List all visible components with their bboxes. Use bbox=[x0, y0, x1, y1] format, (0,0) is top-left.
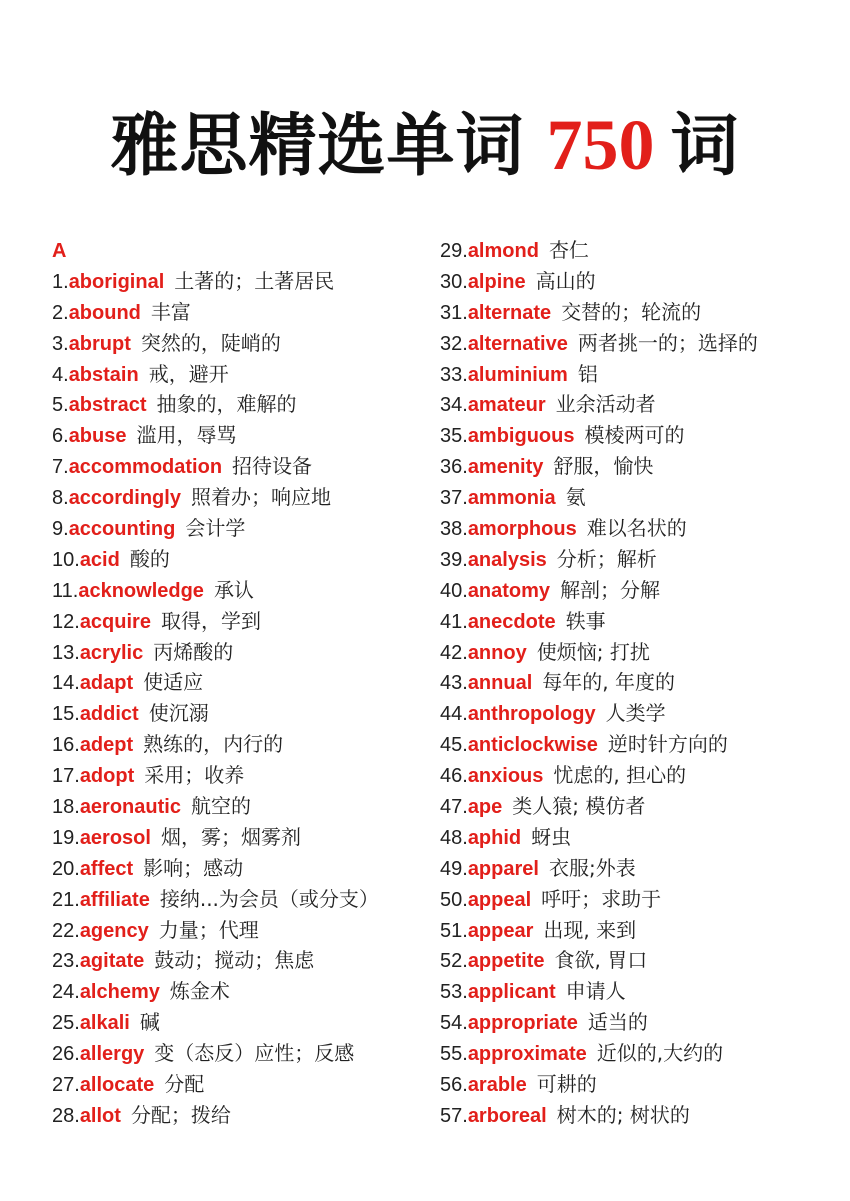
entry-word: abrupt bbox=[68, 332, 131, 355]
page-title bbox=[0, 100, 850, 192]
entry-word: ambiguous bbox=[467, 425, 575, 448]
entry-word: abstain bbox=[68, 363, 139, 386]
entry-number: 33. bbox=[440, 363, 468, 386]
entry-meaning: 解剖；分解 bbox=[560, 577, 661, 602]
vocab-entry bbox=[440, 513, 758, 544]
entry-number: 4. bbox=[52, 363, 69, 386]
entry-meaning: 熟练的，内行的 bbox=[143, 732, 284, 757]
entry-meaning: 交替的；轮流的 bbox=[561, 299, 702, 324]
entry-meaning: 会计学 bbox=[185, 516, 246, 541]
entry-word: almond bbox=[467, 240, 539, 262]
entry-word: appropriate bbox=[467, 1012, 578, 1035]
entry-number: 38. bbox=[440, 518, 468, 541]
entry-word: annoy bbox=[467, 641, 527, 664]
entry-meaning: 碱 bbox=[139, 1010, 160, 1035]
entry-number: 32. bbox=[440, 332, 468, 355]
entry-number: 51. bbox=[440, 919, 468, 942]
entry-meaning: 舒服，愉快 bbox=[553, 454, 654, 479]
entry-number: 19. bbox=[52, 826, 80, 849]
entry-word: appear bbox=[467, 919, 534, 942]
entry-word: anticlockwise bbox=[467, 734, 598, 757]
entry-number: 6. bbox=[52, 425, 69, 448]
entry-meaning: 可耕的 bbox=[536, 1072, 597, 1097]
entry-number: 42. bbox=[440, 641, 468, 664]
vocab-entry bbox=[440, 976, 758, 1007]
entry-number: 28. bbox=[52, 1104, 80, 1127]
entry-word: approximate bbox=[467, 1043, 587, 1066]
entry-meaning: 影响；感动 bbox=[143, 855, 244, 880]
entry-word: anatomy bbox=[467, 579, 551, 602]
entry-number: 55. bbox=[440, 1043, 468, 1066]
entry-number: 26. bbox=[52, 1043, 80, 1066]
vocab-entry bbox=[440, 606, 758, 637]
vocab-entry bbox=[440, 544, 758, 575]
entry-word: allocate bbox=[79, 1074, 155, 1097]
vocab-entry bbox=[52, 884, 379, 915]
entry-word: acquire bbox=[79, 610, 151, 633]
vocab-entry bbox=[52, 915, 379, 946]
entry-number: 17. bbox=[52, 765, 80, 788]
entry-word: amorphous bbox=[467, 518, 577, 541]
entry-word: alchemy bbox=[79, 981, 160, 1004]
vocab-entry bbox=[440, 637, 758, 668]
entry-number: 36. bbox=[440, 456, 468, 479]
vocab-entry bbox=[52, 544, 379, 575]
entry-meaning: 呼吁；求助于 bbox=[541, 886, 662, 911]
entry-number: 30. bbox=[440, 270, 468, 293]
vocab-entry bbox=[52, 328, 379, 359]
entry-meaning: 分配；拨给 bbox=[130, 1102, 231, 1127]
entry-meaning: 航空的 bbox=[190, 794, 251, 819]
vocab-entry bbox=[440, 235, 758, 266]
entry-word: accounting bbox=[68, 518, 176, 541]
entry-meaning: 氨 bbox=[565, 485, 586, 510]
entry-meaning: 炼金术 bbox=[169, 979, 230, 1004]
entry-meaning: 戒，避开 bbox=[148, 361, 229, 386]
vocab-entry bbox=[440, 667, 758, 698]
entry-meaning: 忧虑的, 担心的 bbox=[553, 763, 687, 788]
entry-meaning: 类人猿; 模仿者 bbox=[512, 794, 646, 819]
vocab-entry bbox=[52, 698, 379, 729]
entry-meaning: 人类学 bbox=[605, 701, 666, 726]
entry-word: adopt bbox=[79, 765, 135, 788]
vocab-entry bbox=[52, 451, 379, 482]
vocab-entry bbox=[440, 791, 758, 822]
entry-meaning: 申请人 bbox=[565, 979, 626, 1004]
title-suffix: 词 bbox=[670, 107, 740, 186]
entry-word: ammonia bbox=[467, 487, 556, 510]
vocab-entry bbox=[440, 822, 758, 853]
entry-number: 47. bbox=[440, 796, 468, 819]
entry-number: 54. bbox=[440, 1012, 468, 1035]
entry-word: appeal bbox=[467, 888, 532, 911]
entry-number: 20. bbox=[52, 857, 80, 880]
entry-word: ape bbox=[467, 796, 503, 819]
entry-number: 5. bbox=[52, 394, 69, 417]
entry-number: 29. bbox=[440, 240, 468, 262]
entry-meaning: 分配 bbox=[164, 1072, 205, 1097]
title-main: 雅思精选单词 bbox=[110, 107, 525, 186]
entry-word: accommodation bbox=[68, 456, 223, 479]
entry-meaning: 蚜虫 bbox=[531, 824, 572, 849]
entry-word: anxious bbox=[467, 765, 544, 788]
entry-meaning: 分析；解析 bbox=[556, 546, 657, 571]
entry-word: agitate bbox=[79, 950, 145, 973]
entry-number: 57. bbox=[440, 1104, 468, 1127]
entry-number: 31. bbox=[440, 301, 468, 324]
vocab-entry bbox=[440, 760, 758, 791]
entry-number: 56. bbox=[440, 1074, 468, 1097]
entry-number: 14. bbox=[52, 672, 80, 695]
entry-meaning: 衣服;外表 bbox=[548, 855, 636, 880]
entry-meaning: 抽象的，难解的 bbox=[156, 392, 297, 417]
vocab-entry bbox=[52, 791, 379, 822]
entry-word: affiliate bbox=[79, 888, 150, 911]
entry-number: 25. bbox=[52, 1012, 80, 1035]
entry-number: 9. bbox=[52, 518, 69, 541]
entry-meaning: 食欲, 胃口 bbox=[554, 948, 648, 973]
entry-meaning: 两者挑一的；选择的 bbox=[577, 330, 758, 355]
entry-meaning: 使适应 bbox=[143, 670, 204, 695]
vocab-entry bbox=[440, 451, 758, 482]
entry-word: acrylic bbox=[79, 641, 144, 664]
entry-number: 40. bbox=[440, 579, 468, 602]
vocab-entry bbox=[52, 976, 379, 1007]
entry-meaning: 采用；收养 bbox=[144, 763, 245, 788]
entry-word: annual bbox=[467, 672, 533, 695]
entry-meaning: 树木的; 树状的 bbox=[556, 1102, 690, 1127]
entry-number: 49. bbox=[440, 857, 468, 880]
vocab-entry bbox=[52, 420, 379, 451]
entry-word: aphid bbox=[467, 826, 522, 849]
entry-meaning: 每年的, 年度的 bbox=[542, 670, 675, 695]
entry-meaning: 鼓动；搅动；焦虑 bbox=[154, 948, 315, 973]
entry-number: 12. bbox=[52, 610, 80, 633]
entry-number: 2. bbox=[52, 301, 69, 324]
left-column bbox=[52, 235, 379, 1131]
vocab-entry bbox=[52, 606, 379, 637]
entry-meaning: 使烦恼; 打扰 bbox=[536, 639, 650, 664]
entry-number: 46. bbox=[440, 765, 468, 788]
entry-number: 50. bbox=[440, 888, 468, 911]
entry-meaning: 招待设备 bbox=[232, 454, 313, 479]
entry-word: alkali bbox=[79, 1012, 130, 1035]
vocab-entry bbox=[440, 1069, 758, 1100]
vocab-entry bbox=[440, 1038, 758, 1069]
vocab-entry bbox=[52, 266, 379, 297]
vocab-entry bbox=[440, 1100, 758, 1131]
vocab-entry bbox=[52, 1100, 379, 1131]
vocab-entry bbox=[440, 389, 758, 420]
entry-number: 35. bbox=[440, 425, 468, 448]
entry-meaning: 近似的,大约的 bbox=[596, 1041, 724, 1066]
entry-word: agency bbox=[79, 919, 149, 942]
vocab-entry bbox=[52, 1038, 379, 1069]
vocab-entry bbox=[52, 297, 379, 328]
vocab-entry bbox=[52, 729, 379, 760]
entry-number: 3. bbox=[52, 332, 69, 355]
entry-word: amenity bbox=[467, 456, 544, 479]
vocab-entry bbox=[440, 266, 758, 297]
entry-meaning: 土著的；土著居民 bbox=[174, 268, 335, 293]
entry-word: allot bbox=[79, 1104, 121, 1127]
entry-number: 34. bbox=[440, 394, 468, 417]
entry-word: arable bbox=[467, 1074, 527, 1097]
entry-word: affect bbox=[79, 857, 134, 880]
entry-word: aerosol bbox=[79, 826, 151, 849]
vocab-entry bbox=[440, 1007, 758, 1038]
title-number: 750 bbox=[546, 105, 655, 185]
vocab-entry bbox=[440, 575, 758, 606]
entry-word: amateur bbox=[467, 394, 546, 417]
vocab-entry bbox=[52, 945, 379, 976]
entry-number: 16. bbox=[52, 734, 80, 757]
vocab-entry bbox=[440, 328, 758, 359]
entry-number: 10. bbox=[52, 548, 80, 571]
entry-word: allergy bbox=[79, 1043, 145, 1066]
vocab-entry bbox=[52, 637, 379, 668]
entry-meaning: 取得，学到 bbox=[160, 608, 261, 633]
entry-word: anecdote bbox=[467, 610, 556, 633]
vocab-entry bbox=[52, 575, 379, 606]
entry-word: acknowledge bbox=[78, 579, 204, 602]
entry-meaning: 丙烯酸的 bbox=[153, 639, 234, 664]
entry-word: aeronautic bbox=[79, 796, 181, 819]
entry-meaning: 力量；代理 bbox=[158, 917, 259, 942]
entry-number: 23. bbox=[52, 950, 80, 973]
entry-word: alternative bbox=[467, 332, 568, 355]
entry-word: addict bbox=[79, 703, 139, 726]
vocab-entry bbox=[52, 760, 379, 791]
entry-meaning: 铝 bbox=[577, 361, 598, 386]
entry-meaning: 业余活动者 bbox=[555, 392, 656, 417]
entry-word: appetite bbox=[467, 950, 545, 973]
entry-meaning: 承认 bbox=[213, 577, 254, 602]
entry-word: arboreal bbox=[467, 1104, 547, 1127]
right-column bbox=[440, 235, 758, 1131]
entry-number: 13. bbox=[52, 641, 80, 664]
entry-number: 24. bbox=[52, 981, 80, 1004]
vocab-entry bbox=[52, 513, 379, 544]
vocab-entry bbox=[440, 853, 758, 884]
entry-number: 15. bbox=[52, 703, 80, 726]
entry-word: abuse bbox=[68, 425, 127, 448]
vocab-entry bbox=[440, 915, 758, 946]
entry-word: abstract bbox=[68, 394, 147, 417]
entry-word: adept bbox=[79, 734, 134, 757]
entry-number: 21. bbox=[52, 888, 80, 911]
entry-word: analysis bbox=[467, 548, 547, 571]
vocab-entry bbox=[52, 667, 379, 698]
entry-number: 37. bbox=[440, 487, 468, 510]
entry-meaning: 变（态反）应性；反感 bbox=[154, 1041, 355, 1066]
vocab-entry bbox=[440, 698, 758, 729]
entry-meaning: 出现, 来到 bbox=[543, 917, 637, 942]
entry-meaning: 杏仁 bbox=[548, 238, 589, 262]
entry-meaning: 接纳...为会员（或分支） bbox=[159, 886, 379, 911]
entry-number: 7. bbox=[52, 456, 69, 479]
entry-number: 27. bbox=[52, 1074, 80, 1097]
entry-meaning: 难以名状的 bbox=[586, 516, 687, 541]
entry-meaning: 使沉溺 bbox=[148, 701, 209, 726]
entry-number: 52. bbox=[440, 950, 468, 973]
entry-word: accordingly bbox=[68, 487, 181, 510]
section-heading-row bbox=[52, 235, 379, 266]
entry-number: 44. bbox=[440, 703, 468, 726]
vocab-entry bbox=[440, 884, 758, 915]
vocab-entry bbox=[52, 482, 379, 513]
entry-word: alpine bbox=[467, 270, 526, 293]
entry-number: 39. bbox=[440, 548, 468, 571]
entry-meaning: 逆时针方向的 bbox=[607, 732, 728, 757]
entry-meaning: 酸的 bbox=[129, 546, 170, 571]
vocab-entry bbox=[440, 945, 758, 976]
vocab-entry bbox=[52, 359, 379, 390]
entry-number: 8. bbox=[52, 487, 69, 510]
entry-meaning: 滥用，辱骂 bbox=[136, 423, 237, 448]
entry-number: 43. bbox=[440, 672, 468, 695]
entry-number: 22. bbox=[52, 919, 80, 942]
vocab-entry bbox=[440, 482, 758, 513]
entry-meaning: 高山的 bbox=[535, 268, 596, 293]
entry-word: applicant bbox=[467, 981, 556, 1004]
entry-number: 45. bbox=[440, 734, 468, 757]
vocab-entry bbox=[440, 297, 758, 328]
entry-meaning: 轶事 bbox=[565, 608, 606, 633]
entry-word: aboriginal bbox=[68, 270, 165, 293]
entry-meaning: 模棱两可的 bbox=[584, 423, 685, 448]
vocab-entry bbox=[440, 729, 758, 760]
entry-word: anthropology bbox=[467, 703, 596, 726]
entry-meaning: 照着办；响应地 bbox=[190, 485, 331, 510]
entry-meaning: 烟，雾；烟雾剂 bbox=[160, 824, 301, 849]
entry-word: acid bbox=[79, 548, 120, 571]
entry-number: 48. bbox=[440, 826, 468, 849]
vocab-entry bbox=[52, 1069, 379, 1100]
entry-number: 11. bbox=[52, 579, 79, 602]
entry-meaning: 适当的 bbox=[587, 1010, 648, 1035]
entry-meaning: 突然的，陡峭的 bbox=[140, 330, 281, 355]
entry-word: abound bbox=[68, 301, 141, 324]
entry-word: adapt bbox=[79, 672, 134, 695]
vocab-entry bbox=[52, 1007, 379, 1038]
entry-word: alternate bbox=[467, 301, 552, 324]
entry-number: 18. bbox=[52, 796, 80, 819]
vocab-entry bbox=[52, 853, 379, 884]
entry-number: 41. bbox=[440, 610, 468, 633]
vocab-entry bbox=[52, 389, 379, 420]
vocab-entry bbox=[440, 359, 758, 390]
entry-meaning: 丰富 bbox=[150, 299, 191, 324]
entry-word: aluminium bbox=[467, 363, 568, 386]
entry-word: apparel bbox=[467, 857, 539, 880]
vocab-entry bbox=[440, 420, 758, 451]
section-letter: A bbox=[52, 240, 67, 262]
entry-number: 53. bbox=[440, 981, 468, 1004]
entry-number: 1. bbox=[52, 270, 69, 293]
vocab-entry bbox=[52, 822, 379, 853]
